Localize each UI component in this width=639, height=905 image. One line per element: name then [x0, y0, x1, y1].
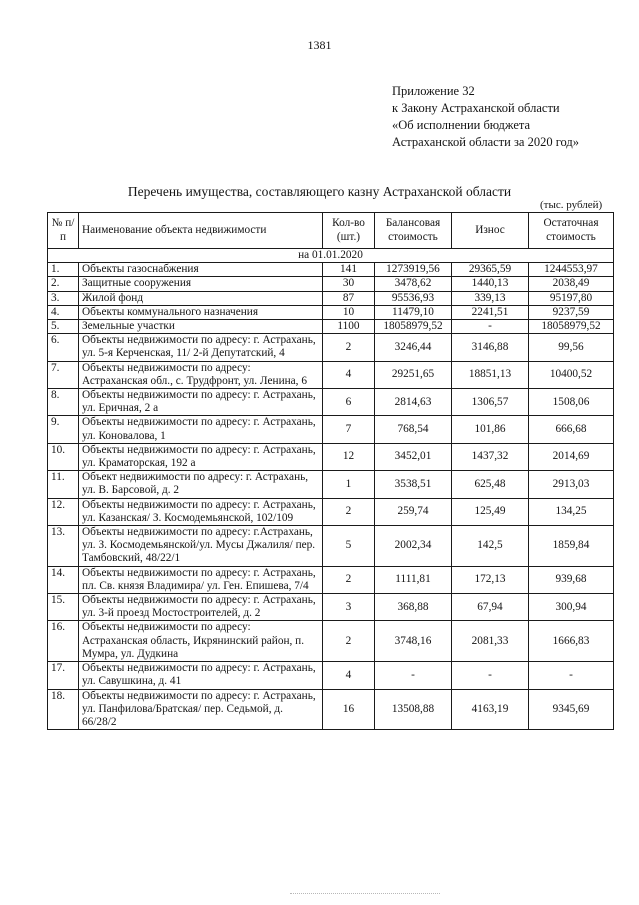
table-header — [48, 213, 614, 249]
header-balance: Балансовая стоимость — [375, 213, 452, 249]
row-num: 11. — [48, 471, 79, 498]
row-wear: 125,49 — [452, 498, 529, 525]
row-wear: 67,94 — [452, 594, 529, 621]
row-name: Объекты недвижимости по адресу: Астраханская обл., с. Трудфронт, ул. Ленина, 6 — [79, 361, 323, 388]
bottom-dotted-line — [290, 893, 440, 896]
row-residual: 1508,06 — [529, 389, 614, 416]
table-row — [48, 689, 614, 730]
row-name: Объекты коммунального назначения — [79, 305, 323, 319]
row-name: Объекты недвижимости по адресу: г. Астрахань, пл. Св. князя Владимира/ ул. Ген. Епишева, 7/4 — [79, 566, 323, 593]
row-residual: 666,68 — [529, 416, 614, 443]
row-balance: 1111,81 — [375, 566, 452, 593]
row-qty: 3 — [323, 594, 375, 621]
row-num: 3. — [48, 291, 79, 305]
row-name: Объекты недвижимости по адресу: г. Астрахань, ул. Савушкина, д. 41 — [79, 662, 323, 689]
row-num: 5. — [48, 320, 79, 334]
row-residual: 300,94 — [529, 594, 614, 621]
appendix-line-1: Приложение 32 — [392, 84, 475, 98]
row-qty: 87 — [323, 291, 375, 305]
row-num: 12. — [48, 498, 79, 525]
row-balance: 3452,01 — [375, 443, 452, 470]
row-wear: 1440,13 — [452, 277, 529, 291]
row-name: Объекты недвижимости по адресу: г. Астрахань, ул. Еричная, 2 а — [79, 389, 323, 416]
row-balance: 11479,10 — [375, 305, 452, 319]
row-wear: - — [452, 662, 529, 689]
table-row — [48, 443, 614, 470]
row-name: Объекты недвижимости по адресу: г. Астрахань, ул. Коновалова, 1 — [79, 416, 323, 443]
row-wear: 29365,59 — [452, 263, 529, 277]
row-qty: 7 — [323, 416, 375, 443]
unit-note: (тыс. рублей) — [540, 199, 603, 211]
row-qty: 141 — [323, 263, 375, 277]
row-balance: - — [375, 662, 452, 689]
table-row — [48, 263, 614, 277]
row-qty: 12 — [323, 443, 375, 470]
row-name: Земельные участки — [79, 320, 323, 334]
row-wear: 3146,88 — [452, 334, 529, 361]
row-residual: 2913,03 — [529, 471, 614, 498]
header-qty: Кол-во (шт.) — [323, 213, 375, 249]
row-name: Защитные сооружения — [79, 277, 323, 291]
row-wear: 625,48 — [452, 471, 529, 498]
appendix-line-4: Астраханской области за 2020 год» — [392, 135, 580, 149]
table-row — [48, 320, 614, 334]
table-body — [48, 249, 614, 730]
row-wear: 142,5 — [452, 526, 529, 567]
row-balance: 1273919,56 — [375, 263, 452, 277]
row-balance: 3538,51 — [375, 471, 452, 498]
row-name: Объект недвижимости по адресу: г. Астрахань, ул. В. Барсовой, д. 2 — [79, 471, 323, 498]
table-row — [48, 389, 614, 416]
row-balance: 95536,93 — [375, 291, 452, 305]
row-qty: 30 — [323, 277, 375, 291]
table-row — [48, 277, 614, 291]
row-residual: 10400,52 — [529, 361, 614, 388]
row-qty: 6 — [323, 389, 375, 416]
row-name: Объекты недвижимости по адресу: г. Астрахань, ул. 5-я Керченская, 11/ 2-й Депутатский, 4 — [79, 334, 323, 361]
row-balance: 3748,16 — [375, 621, 452, 662]
row-wear: 2081,33 — [452, 621, 529, 662]
row-residual: 1859,84 — [529, 526, 614, 567]
row-qty: 2 — [323, 566, 375, 593]
row-qty: 4 — [323, 361, 375, 388]
table-row — [48, 526, 614, 567]
table-row — [48, 471, 614, 498]
row-num: 8. — [48, 389, 79, 416]
row-num: 16. — [48, 621, 79, 662]
table-row — [48, 566, 614, 593]
row-balance: 259,74 — [375, 498, 452, 525]
row-balance: 368,88 — [375, 594, 452, 621]
row-num: 9. — [48, 416, 79, 443]
row-wear: 1437,32 — [452, 443, 529, 470]
row-wear: 1306,57 — [452, 389, 529, 416]
row-balance: 3246,44 — [375, 334, 452, 361]
row-name: Объекты недвижимости по адресу: г. Астрахань, ул. Панфилова/Братская/ пер. Седьмой, д. 66/28/2 — [79, 689, 323, 730]
row-residual: 18058979,52 — [529, 320, 614, 334]
document-title: Перечень имущества, составляющего казну Астраханской области — [127, 184, 512, 199]
row-residual: 1666,83 — [529, 621, 614, 662]
row-residual: 2038,49 — [529, 277, 614, 291]
row-qty: 1 — [323, 471, 375, 498]
row-wear: 18851,13 — [452, 361, 529, 388]
row-num: 1. — [48, 263, 79, 277]
table-row — [48, 416, 614, 443]
row-qty: 4 — [323, 662, 375, 689]
row-num: 14. — [48, 566, 79, 593]
table-row — [48, 334, 614, 361]
row-residual: 95197,80 — [529, 291, 614, 305]
table-row — [48, 621, 614, 662]
row-balance: 13508,88 — [375, 689, 452, 730]
appendix-line-3: «Об исполнении бюджета — [392, 118, 531, 132]
row-num: 17. — [48, 662, 79, 689]
row-qty: 10 — [323, 305, 375, 319]
row-num: 15. — [48, 594, 79, 621]
row-qty: 2 — [323, 334, 375, 361]
row-residual: 9345,69 — [529, 689, 614, 730]
appendix-line-2: к Закону Астраханской области — [392, 101, 560, 115]
row-wear: 2241,51 — [452, 305, 529, 319]
row-balance: 768,54 — [375, 416, 452, 443]
table-row — [48, 594, 614, 621]
header-residual: Остаточная стоимость — [529, 213, 614, 249]
row-residual: 2014,69 — [529, 443, 614, 470]
property-table — [47, 212, 614, 730]
appendix-header — [392, 83, 579, 151]
row-num: 7. — [48, 361, 79, 388]
row-name: Объекты недвижимости по адресу: г. Астрахань, ул. Казанская/ З. Космодемьянской, 102/109 — [79, 498, 323, 525]
row-qty: 16 — [323, 689, 375, 730]
row-num: 4. — [48, 305, 79, 319]
table-row — [48, 361, 614, 388]
row-balance: 2002,34 — [375, 526, 452, 567]
row-num: 13. — [48, 526, 79, 567]
date-row: на 01.01.2020 — [48, 249, 614, 263]
row-residual: 134,25 — [529, 498, 614, 525]
table-row — [48, 662, 614, 689]
row-qty: 2 — [323, 621, 375, 662]
row-balance: 2814,63 — [375, 389, 452, 416]
row-num: 18. — [48, 689, 79, 730]
row-balance: 18058979,52 — [375, 320, 452, 334]
row-qty: 2 — [323, 498, 375, 525]
table-row — [48, 305, 614, 319]
row-residual: 939,68 — [529, 566, 614, 593]
header-name: Наименование объекта недвижимости — [79, 213, 323, 249]
table-row — [48, 291, 614, 305]
row-name: Объекты недвижимости по адресу: г. Астрахань, ул. Краматорская, 192 а — [79, 443, 323, 470]
row-residual: 99,56 — [529, 334, 614, 361]
row-residual: 1244553,97 — [529, 263, 614, 277]
row-balance: 29251,65 — [375, 361, 452, 388]
row-name: Жилой фонд — [79, 291, 323, 305]
row-qty: 1100 — [323, 320, 375, 334]
row-wear: 101,86 — [452, 416, 529, 443]
row-wear: 4163,19 — [452, 689, 529, 730]
row-qty: 5 — [323, 526, 375, 567]
page-number: 1381 — [307, 38, 332, 52]
row-num: 2. — [48, 277, 79, 291]
row-name: Объекты недвижимости по адресу: г.Астрахань, ул. З. Космодемьянской/ул. Мусы Джалиля/ пер. Тамбовский, 48/22/1 — [79, 526, 323, 567]
row-residual: 9237,59 — [529, 305, 614, 319]
row-name: Объекты газоснабжения — [79, 263, 323, 277]
row-residual: - — [529, 662, 614, 689]
row-name: Объекты недвижимости по адресу: Астраханская область, Икрянинский район, п. Мумра, ул. Дудкина — [79, 621, 323, 662]
row-name: Объекты недвижимости по адресу: г. Астрахань, ул. 3-й проезд Мостостроителей, д. 2 — [79, 594, 323, 621]
row-wear: 339,13 — [452, 291, 529, 305]
header-wear: Износ — [452, 213, 529, 249]
header-num: № п/п — [48, 213, 79, 249]
row-wear: - — [452, 320, 529, 334]
row-balance: 3478,62 — [375, 277, 452, 291]
row-num: 10. — [48, 443, 79, 470]
row-num: 6. — [48, 334, 79, 361]
row-wear: 172,13 — [452, 566, 529, 593]
table-row — [48, 498, 614, 525]
